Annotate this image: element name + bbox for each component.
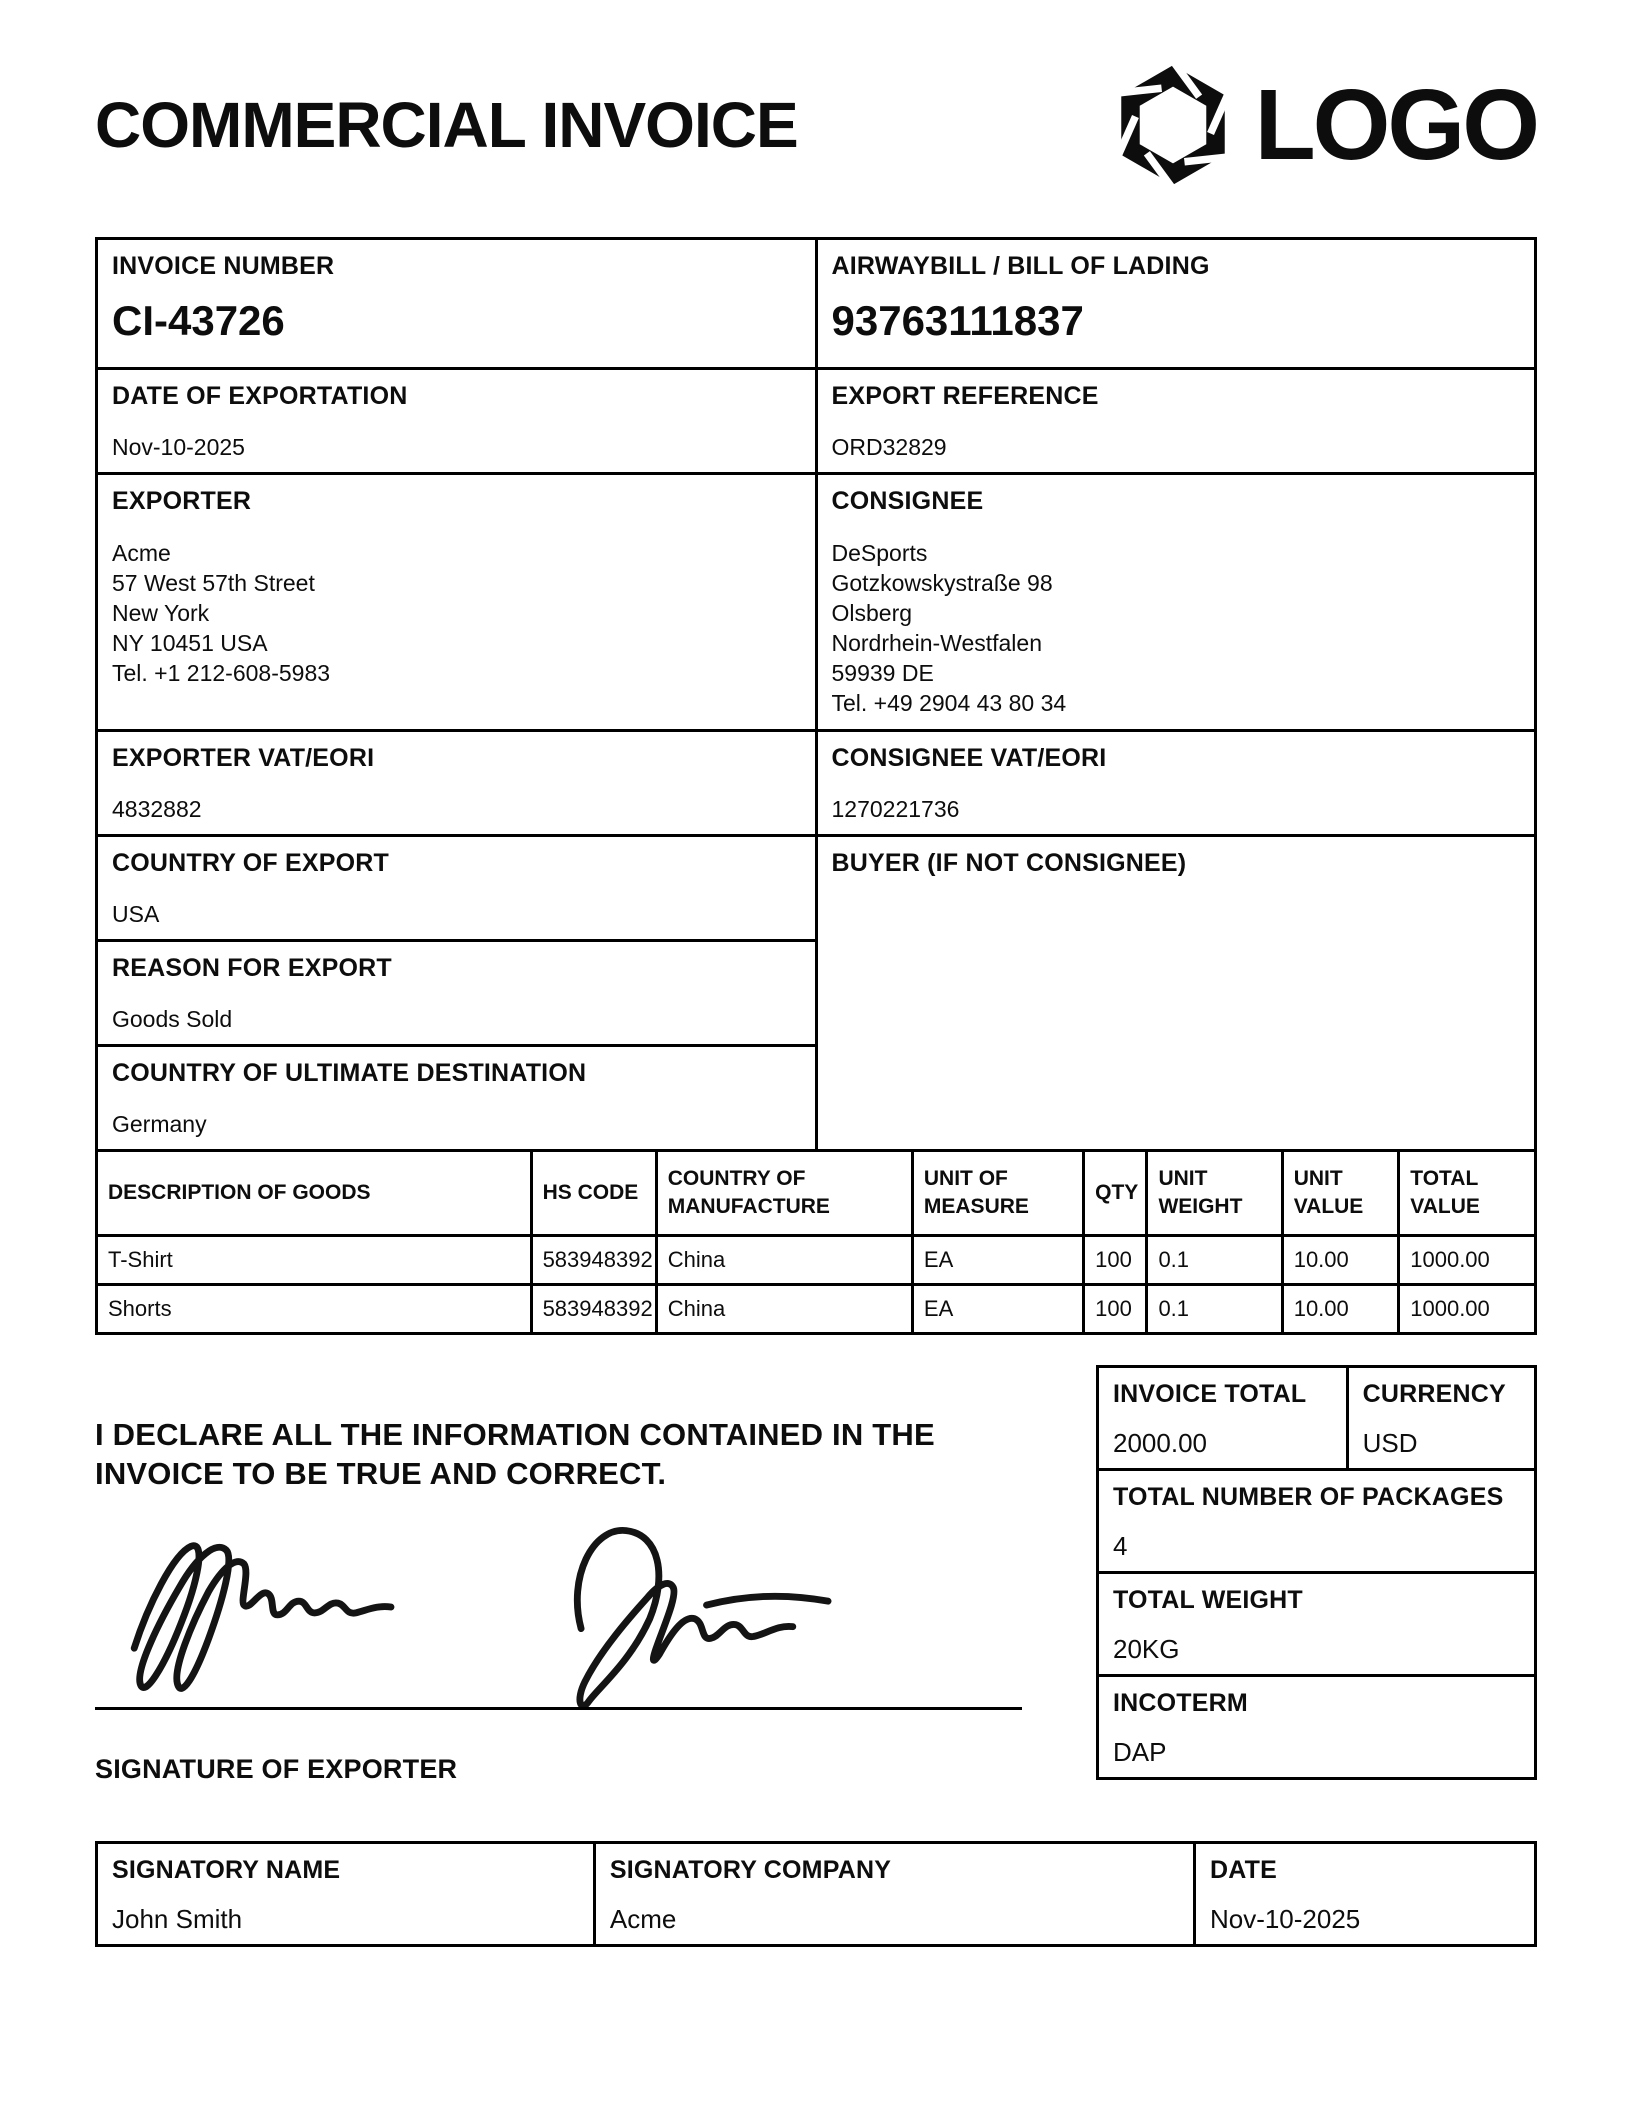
incoterm-value: DAP: [1113, 1737, 1167, 1767]
goods-cell: Shorts: [97, 1285, 532, 1334]
goods-col-country: COUNTRY OF MANUFACTURE: [656, 1151, 912, 1236]
total-packages-label: TOTAL NUMBER OF PACKAGES: [1113, 1483, 1504, 1511]
text-line: I DECLARE ALL THE INFORMATION CONTAINED IN THE: [95, 1417, 935, 1452]
table-row: [97, 836, 1536, 941]
goods-col-hs-code: HS CODE: [531, 1151, 656, 1236]
goods-header-row: [97, 1151, 1536, 1236]
goods-cell: China: [656, 1236, 912, 1285]
goods-row: [97, 1285, 1536, 1334]
reason-for-export-label: REASON FOR EXPORT: [112, 954, 392, 982]
goods-col-unit-of-measure: UNIT OF MEASURE: [912, 1151, 1083, 1236]
signatory-date-label: DATE: [1209, 1856, 1277, 1884]
goods-cell: 100: [1084, 1236, 1147, 1285]
document-header: [95, 52, 1537, 197]
date-of-exportation-value: Nov-10-2025: [112, 434, 245, 460]
reason-for-export-value: Goods Sold: [112, 1006, 233, 1032]
buyer-cell: [816, 836, 1536, 1151]
country-of-export-value: USA: [112, 901, 160, 927]
table-row: [1098, 1676, 1536, 1779]
goods-cell: China: [656, 1285, 912, 1334]
country-of-export-cell: [97, 836, 817, 941]
signature-line: [95, 1707, 1022, 1710]
invoice-number-cell: [97, 239, 817, 369]
text-line: Acme: [112, 540, 171, 566]
signature-area: [95, 1493, 1022, 1707]
goods-cell: 10.00: [1282, 1236, 1399, 1285]
goods-table: [95, 1149, 1537, 1335]
incoterm-cell: [1098, 1676, 1536, 1779]
signature-of-exporter-label: SIGNATURE OF EXPORTER: [95, 1754, 458, 1784]
declaration-column: [95, 1365, 1022, 1785]
buyer-label: BUYER (IF NOT CONSIGNEE): [831, 849, 1187, 877]
company-logo: [1109, 61, 1537, 189]
text-line: Olsberg: [831, 600, 913, 626]
info-table: [95, 237, 1537, 1152]
bottom-section: [95, 1365, 1537, 1785]
export-reference-label: EXPORT REFERENCE: [831, 382, 1099, 410]
text-line: 59939 DE: [831, 660, 934, 686]
page-title: COMMERCIAL INVOICE: [95, 88, 798, 161]
signatory-company-value: Acme: [609, 1904, 677, 1934]
consignee-vat-value: 1270221736: [831, 796, 960, 822]
airwaybill-cell: [816, 239, 1536, 369]
exporter-cell: [97, 474, 817, 731]
table-row: [1098, 1470, 1536, 1573]
text-line: Tel. +49 2904 43 80 34: [831, 690, 1067, 716]
invoice-total-cell: [1098, 1367, 1348, 1470]
country-of-destination-label: COUNTRY OF ULTIMATE DESTINATION: [112, 1059, 587, 1087]
export-reference-cell: [816, 369, 1536, 474]
airwaybill-value: 93763111837: [831, 297, 1084, 344]
goods-cell: 1000.00: [1399, 1285, 1536, 1334]
currency-value: USD: [1362, 1428, 1418, 1458]
currency-label: CURRENCY: [1362, 1380, 1506, 1408]
incoterm-label: INCOTERM: [1113, 1689, 1248, 1717]
logo-wordmark: LOGO: [1254, 68, 1537, 181]
signatory-table: [95, 1841, 1537, 1947]
date-of-exportation-label: DATE OF EXPORTATION: [112, 382, 408, 410]
invoice-total-label: INVOICE TOTAL: [1113, 1380, 1307, 1408]
consignee-label: CONSIGNEE: [831, 487, 984, 515]
exporter-address: [112, 538, 801, 688]
country-of-export-label: COUNTRY OF EXPORT: [112, 849, 390, 877]
invoice-number-label: INVOICE NUMBER: [112, 252, 335, 280]
text-line: Gotzkowskystraße 98: [831, 570, 1053, 596]
consignee-vat-cell: [816, 731, 1536, 836]
table-row: [97, 731, 1536, 836]
exporter-signature: [117, 1511, 859, 1707]
exporter-vat-value: 4832882: [112, 796, 202, 822]
goods-row: [97, 1236, 1536, 1285]
goods-cell: 583948392: [531, 1285, 656, 1334]
country-of-destination-cell: [97, 1046, 817, 1151]
total-packages-cell: [1098, 1470, 1536, 1573]
goods-cell: 0.1: [1147, 1236, 1282, 1285]
goods-table-body: [97, 1236, 1536, 1334]
reason-for-export-cell: [97, 941, 817, 1046]
country-of-destination-value: Germany: [112, 1111, 207, 1137]
total-weight-value: 20KG: [1113, 1634, 1180, 1664]
export-reference-value: ORD32829: [831, 434, 947, 460]
text-line: 57 West 57th Street: [112, 570, 315, 596]
table-row: [97, 1843, 1536, 1946]
signatory-date-value: Nov-10-2025: [1209, 1904, 1361, 1934]
declaration-text: [95, 1415, 1022, 1493]
signatory-name-cell: [97, 1843, 595, 1946]
currency-cell: [1347, 1367, 1535, 1470]
goods-col-description: DESCRIPTION OF GOODS: [97, 1151, 532, 1236]
table-row: [97, 239, 1536, 369]
signatory-name-label: SIGNATORY NAME: [112, 1856, 341, 1884]
goods-cell: EA: [912, 1285, 1083, 1334]
invoice-number-value: CI-43726: [112, 297, 285, 344]
signatory-date-cell: [1194, 1843, 1535, 1946]
airwaybill-label: AIRWAYBILL / BILL OF LADING: [831, 252, 1210, 280]
signatory-company-label: SIGNATORY COMPANY: [609, 1856, 892, 1884]
hexagon-logo-icon: [1109, 61, 1237, 189]
goods-cell: 10.00: [1282, 1285, 1399, 1334]
total-weight-label: TOTAL WEIGHT: [1113, 1586, 1303, 1614]
goods-cell: 1000.00: [1399, 1236, 1536, 1285]
goods-col-total-value: TOTAL VALUE: [1399, 1151, 1536, 1236]
table-row: [97, 369, 1536, 474]
total-weight-cell: [1098, 1573, 1536, 1676]
exporter-vat-label: EXPORTER VAT/EORI: [112, 744, 375, 772]
goods-cell: 0.1: [1147, 1285, 1282, 1334]
goods-col-unit-value: UNIT VALUE: [1282, 1151, 1399, 1236]
text-line: Nordrhein-Westfalen: [831, 630, 1043, 656]
total-packages-value: 4: [1113, 1531, 1128, 1561]
consignee-address: [832, 538, 1521, 718]
invoice-total-value: 2000.00: [1113, 1428, 1207, 1458]
text-line: New York: [112, 600, 210, 626]
table-row: [1098, 1573, 1536, 1676]
signatory-name-value: John Smith: [112, 1904, 243, 1934]
goods-cell: 583948392: [531, 1236, 656, 1285]
text-line: Tel. +1 212-608-5983: [112, 660, 331, 686]
goods-cell: T-Shirt: [97, 1236, 532, 1285]
totals-table: [1096, 1365, 1537, 1780]
signatory-company-cell: [594, 1843, 1194, 1946]
text-line: NY 10451 USA: [112, 630, 268, 656]
text-line: DeSports: [831, 540, 928, 566]
goods-col-qty: QTY: [1084, 1151, 1147, 1236]
goods-cell: 100: [1084, 1285, 1147, 1334]
text-line: INVOICE TO BE TRUE AND CORRECT.: [95, 1456, 667, 1491]
table-row: [97, 474, 1536, 731]
exporter-label: EXPORTER: [112, 487, 252, 515]
exporter-vat-cell: [97, 731, 817, 836]
date-of-exportation-cell: [97, 369, 817, 474]
goods-cell: EA: [912, 1236, 1083, 1285]
consignee-vat-label: CONSIGNEE VAT/EORI: [831, 744, 1107, 772]
consignee-cell: [816, 474, 1536, 731]
table-row: [1098, 1367, 1536, 1470]
goods-col-unit-weight: UNIT WEIGHT: [1147, 1151, 1282, 1236]
